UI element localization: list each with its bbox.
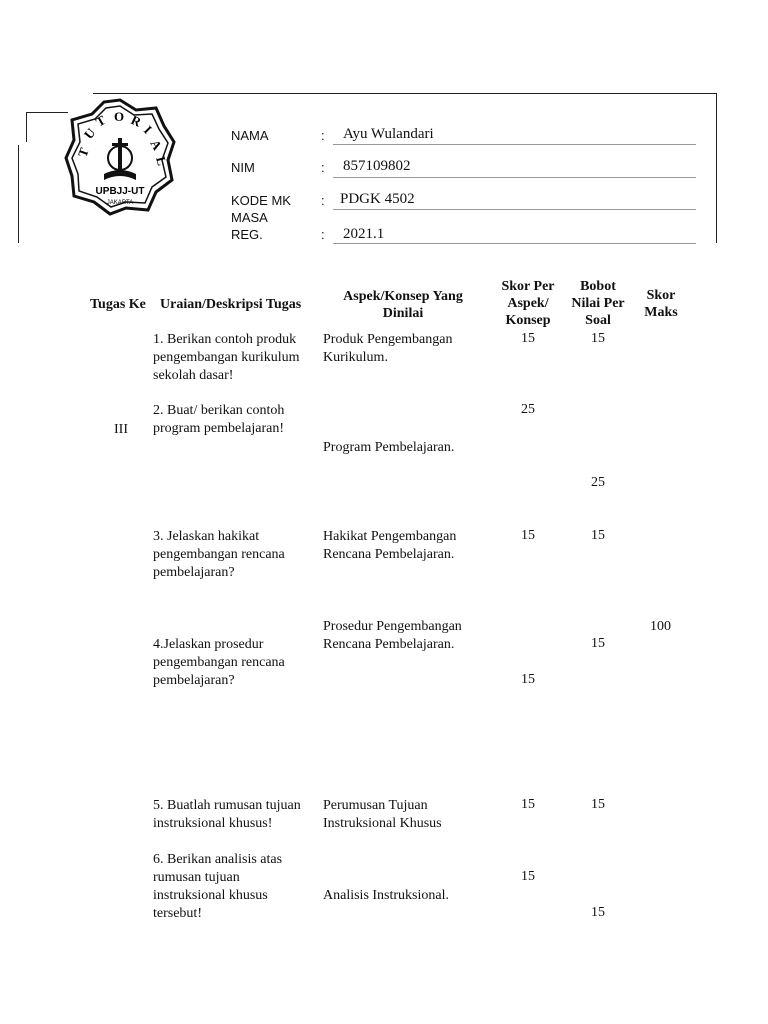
field-label-nama: NAMA (231, 128, 269, 143)
field-colon: : (321, 160, 325, 175)
uraian-line: 1. Berikan contoh produk (153, 332, 297, 347)
svg-text:UPBJJ-UT: UPBJJ-UT (95, 186, 145, 197)
field-label-nim: NIM (231, 160, 255, 175)
uraian-line: 3. Jelaskan hakikat (153, 529, 260, 544)
tutorial-seal-logo (64, 96, 176, 218)
table-row-1-aspek (323, 331, 452, 367)
col-header-skor-line: Skor Per (501, 279, 555, 294)
skor-maks-value: 100 (650, 619, 671, 634)
svg-text:U: U (80, 125, 99, 142)
col-header-maks-line: Skor (646, 288, 676, 303)
table-row-6-bobot: 15 (591, 905, 605, 920)
col-header-bobot-line: Nilai Per (571, 296, 625, 311)
aspek-line: Produk Pengembangan (323, 332, 453, 347)
table-row-2-uraian (153, 402, 284, 438)
table-row-4-aspek (323, 618, 462, 654)
table-row-4-uraian (153, 636, 285, 690)
col-header-uraian: Uraian/Deskripsi Tugas (160, 297, 302, 312)
col-header-bobot-line: Bobot (580, 279, 616, 294)
aspek-line: Program Pembelajaran. (323, 440, 455, 455)
field-underline (333, 209, 696, 210)
col-header-tugas-ke: Tugas Ke (90, 297, 146, 312)
uraian-line: program pembelajaran! (153, 421, 284, 436)
uraian-line: pengembangan rencana (153, 655, 285, 670)
table-row-1-bobot: 15 (591, 331, 605, 346)
table-row-5-aspek (323, 797, 442, 833)
margin-rule (18, 145, 19, 243)
col-header-skor-line: Konsep (505, 313, 551, 328)
aspek-line: Hakikat Pengembangan (323, 529, 457, 544)
uraian-line: pengembangan kurikulum (153, 350, 300, 365)
uraian-line: pengembangan rencana (153, 547, 285, 562)
table-row-3-uraian (153, 528, 285, 582)
table-row-3-aspek (323, 528, 456, 564)
svg-text:R: R (128, 112, 144, 130)
aspek-line: Instruksional Khusus (323, 816, 442, 831)
field-underline (333, 177, 696, 178)
uraian-line: 2. Buat/ berikan contoh (153, 403, 285, 418)
col-header-aspek-line: Aspek/Konsep Yang (343, 289, 463, 304)
uraian-line: rumusan tujuan (153, 870, 240, 885)
table-row-6-skor: 15 (521, 869, 535, 884)
col-header-skor-per-aspek (493, 278, 563, 329)
field-label-kode-mk: KODE MK (231, 193, 291, 208)
svg-text:JAKARTA: JAKARTA (106, 200, 134, 206)
field-value-masa-reg: 2021.1 (343, 226, 385, 242)
field-underline (333, 144, 696, 145)
uraian-line: instruksional khusus (153, 888, 268, 903)
field-value-nim: 857109802 (343, 158, 411, 174)
table-row-2-skor: 25 (521, 402, 535, 417)
col-header-skor-line: Aspek/ (507, 296, 549, 311)
uraian-line: 4.Jelaskan prosedur (153, 637, 264, 652)
table-row-2-aspek (323, 439, 454, 457)
aspek-line: Rencana Pembelajaran. (323, 637, 455, 652)
table-row-6-uraian (153, 851, 282, 923)
uraian-line: instruksional khusus! (153, 816, 273, 831)
table-row-3-bobot: 15 (591, 528, 605, 543)
tugas-ke-value: III (114, 422, 128, 437)
col-header-bobot-line: Soal (585, 313, 611, 328)
aspek-line: Analisis Instruksional. (323, 888, 449, 903)
svg-text:I: I (140, 122, 156, 137)
field-label-masa: MASA (231, 210, 268, 225)
table-row-5-uraian (153, 797, 301, 833)
uraian-line: sekolah dasar! (153, 368, 234, 383)
table-row-4-skor: 15 (521, 672, 535, 687)
svg-text:T: T (74, 145, 92, 160)
field-colon: : (321, 227, 325, 242)
table-row-5-bobot: 15 (591, 797, 605, 812)
col-header-aspek-line: Dinilai (382, 306, 424, 321)
uraian-line: pembelajaran? (153, 673, 235, 688)
uraian-line: 6. Berikan analisis atas (153, 852, 283, 867)
corner-mark-vertical (26, 112, 27, 142)
col-header-bobot (563, 278, 633, 329)
field-value-nama: Ayu Wulandari (343, 126, 434, 142)
svg-text:L: L (153, 154, 170, 168)
field-value-kode-mk: PDGK 4502 (340, 191, 415, 207)
field-label-reg: REG. (231, 227, 263, 242)
table-row-4-bobot: 15 (591, 636, 605, 651)
table-row-5-skor: 15 (521, 797, 535, 812)
uraian-line: 5. Buatlah rumusan tujuan (153, 798, 301, 813)
table-row-1-uraian (153, 331, 300, 385)
col-header-skor-maks (631, 287, 691, 321)
field-colon: : (321, 193, 325, 208)
field-underline (333, 243, 696, 244)
corner-mark-horizontal (26, 112, 68, 113)
table-row-1-skor: 15 (521, 331, 535, 346)
svg-text:O: O (114, 109, 125, 124)
table-row-6-aspek (323, 887, 449, 905)
aspek-line: Rencana Pembelajaran. (323, 547, 455, 562)
svg-text:T: T (93, 112, 109, 130)
table-row-2-bobot: 25 (591, 475, 605, 490)
aspek-line: Kurikulum. (323, 350, 388, 365)
field-colon: : (321, 128, 325, 143)
col-header-maks-line: Maks (644, 305, 678, 320)
aspek-line: Prosedur Pengembangan (323, 619, 462, 634)
uraian-line: pembelajaran? (153, 565, 235, 580)
aspek-line: Perumusan Tujuan (323, 798, 428, 813)
uraian-line: tersebut! (153, 906, 202, 921)
col-header-aspek (328, 288, 478, 322)
svg-text:A: A (147, 137, 166, 153)
table-row-3-skor: 15 (521, 528, 535, 543)
header-top-rule (93, 93, 717, 94)
header-right-rule (716, 93, 717, 243)
